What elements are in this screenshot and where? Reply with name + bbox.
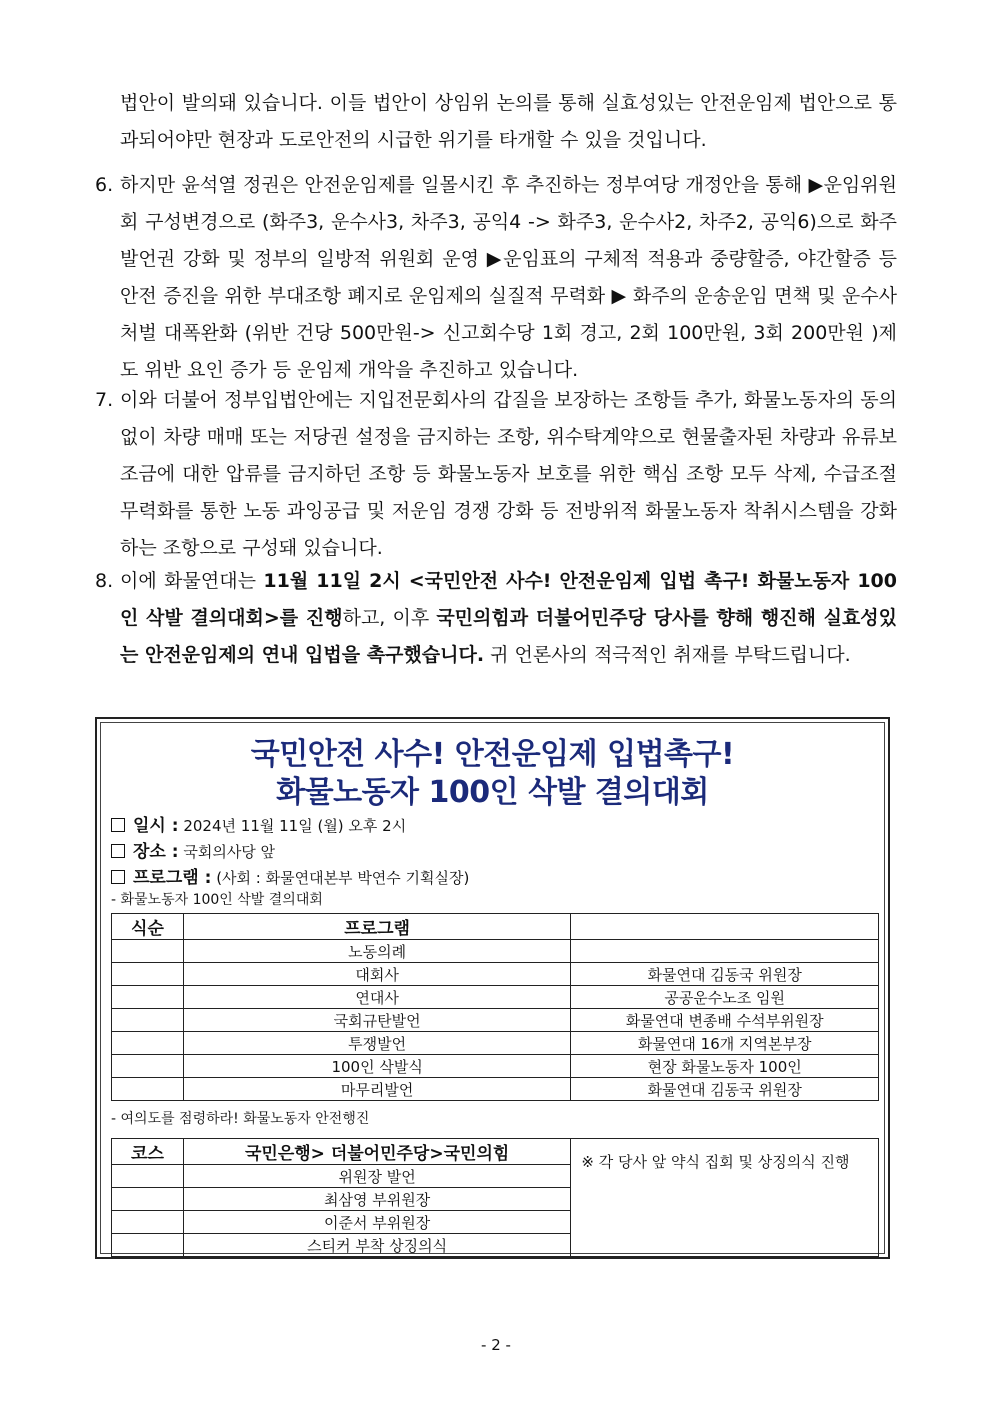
paragraph-number: 6. (95, 174, 114, 196)
table-cell: 연대사 (183, 986, 570, 1009)
event-program (111, 863, 469, 888)
table-row (112, 1078, 879, 1101)
paragraph-text: 이와 더불어 정부입법안에는 지입전문회사의 갑질을 보장하는 조항들 추가, 화물노동자의 동의없이 차량 매매 또는 저당권 설정을 금지하는 조항, 위수탁계약으로 현물출자된 차량과 유류보조금에 대한 압류를 금지하던 조항 등 화물노동자 보호를 위한 핵심 조항 모두 삭제, 수급조절 무력화를 통한 노동 과잉공급 및 저운임 경쟁 강화 등 전방위적 화물노동자 착취시스템을 강화하는 조항으로 구성돼 있습니다. (120, 389, 897, 559)
table-cell: 화물연대 김동국 위원장 (571, 1078, 879, 1101)
table-row (112, 963, 879, 986)
table-cell (112, 1078, 184, 1101)
table-cell: 국회규탄발언 (183, 1009, 570, 1032)
table-header-cell (571, 914, 879, 940)
table-cell (112, 986, 184, 1009)
table-row (112, 1055, 879, 1078)
event-title-line-1: 국민안전 사수! 안전운임제 입법촉구! (250, 737, 735, 772)
paragraph-5-continuation (120, 85, 897, 159)
table-cell (112, 963, 184, 986)
table-cell: 화물연대 김동국 위원장 (571, 963, 879, 986)
table-cell: 스티커 부착 상징의식 (183, 1234, 570, 1257)
text-segment: 귀 언론사의 적극적인 취재를 부탁드립니다. (484, 644, 851, 666)
bold-segment: 11월 11일 2시 <국민안전 사수! 안전운임제 입법 촉구! 화물노동자 100인 삭발 결의대회>를 진행 (120, 570, 897, 629)
paragraph-7 (95, 382, 897, 567)
checkbox-icon (111, 844, 125, 858)
table-cell: 노동의례 (183, 940, 570, 963)
table-row (112, 986, 879, 1009)
text-segment: 하고, 이후 (342, 607, 437, 629)
paragraph-number: 7. (95, 389, 114, 411)
text-segment: 이에 화물연대는 (120, 570, 264, 592)
event-info-inner (100, 722, 885, 1254)
page-number: - 2 - (481, 1336, 511, 1354)
paragraph-text (120, 563, 897, 674)
table-cell (571, 940, 879, 963)
checkbox-icon (111, 870, 125, 884)
table-header-cell: 코스 (112, 1139, 184, 1165)
event-title-line-2: 화물노동자 100인 삭발 결의대회 (276, 775, 709, 810)
program-table (111, 913, 879, 1101)
table-cell: 마무리발언 (183, 1078, 570, 1101)
table-cell (112, 1188, 184, 1211)
program-value: (사회 : 화물연대본부 박연수 기획실장) (216, 869, 470, 887)
table-cell (112, 1165, 184, 1188)
table-header-cell: 국민은행> 더불어민주당>국민의힘 (183, 1139, 570, 1165)
section-1-heading: - 화물노동자 100인 삭발 결의대회 (111, 892, 323, 908)
table-row (112, 1032, 879, 1055)
table-cell: 위원장 발언 (183, 1165, 570, 1188)
table-header-row (112, 914, 879, 940)
place-label: 장소 : (133, 842, 179, 862)
table-cell: 최삼영 부위원장 (183, 1188, 570, 1211)
table-header-row (112, 1139, 879, 1165)
place-value: 국회의사당 앞 (183, 843, 276, 861)
table-row (112, 1009, 879, 1032)
table-cell: 화물연대 변종배 수석부위원장 (571, 1009, 879, 1032)
bold-segment: 국민의힘과 더불어민주당 당사를 향해 행진해 실효성있는 안전운임제의 연내 입법을 촉구했습니다. (120, 607, 898, 666)
program-label: 프로그램 : (133, 868, 212, 888)
paragraph-6 (95, 167, 897, 389)
march-note: ※ 각 당사 앞 약식 집회 및 상징의식 진행 (571, 1139, 879, 1257)
table-cell (112, 940, 184, 963)
table-cell: 공공운수노조 임원 (571, 986, 879, 1009)
section-2-heading: - 여의도를 점령하라! 화물노동자 안전행진 (111, 1111, 370, 1127)
table-row (112, 940, 879, 963)
date-label: 일시 : (133, 816, 179, 836)
table-cell: 대회사 (183, 963, 570, 986)
table-cell (112, 1055, 184, 1078)
table-cell: 이준서 부위원장 (183, 1211, 570, 1234)
table-cell (112, 1009, 184, 1032)
paragraph-number: 8. (95, 570, 114, 592)
table-header-cell: 식순 (112, 914, 184, 940)
march-table (111, 1138, 879, 1257)
table-cell (112, 1234, 184, 1257)
table-cell: 현장 화물노동자 100인 (571, 1055, 879, 1078)
paragraph-text: 법안이 발의돼 있습니다. 이들 법안이 상임위 논의를 통해 실효성있는 안전운임제 법안으로 통과되어야만 현장과 도로안전의 시급한 위기를 타개할 수 있을 것입니다. (120, 92, 897, 151)
table-header-cell: 프로그램 (183, 914, 570, 940)
table-cell: 화물연대 16개 지역본부장 (571, 1032, 879, 1055)
event-info-box (95, 717, 890, 1259)
table-cell (112, 1211, 184, 1234)
date-value: 2024년 11월 11일 (월) 오후 2시 (183, 817, 407, 835)
paragraph-8 (95, 563, 897, 674)
table-cell (112, 1032, 184, 1055)
checkbox-icon (111, 818, 125, 832)
event-place (111, 837, 275, 862)
event-date (111, 811, 406, 836)
paragraph-text: 하지만 윤석열 정권은 안전운임제를 일몰시킨 후 추진하는 정부여당 개정안을 통해 ▶운임위원회 구성변경으로 (화주3, 운수사3, 차주3, 공익4 -> 화주3, 운수사2, 차주2, 공익6)으로 화주 발언권 강화 및 정부의 일방적 위원회 운영 ▶운임표의 구체적 적용과 중량할증, 야간할증 등 안전 증진을 위한 부대조항 폐지로 운임제의 실질적 무력화 ▶ 화주의 운송운임 면책 및 운수사 처벌 대폭완화 (위반 건당 500만원-> 신고회수당 1회 경고, 2회 100만원, 3회 200만원 )제도 위반 요인 증가 등 운임제 개악을 추진하고 있습니다. (120, 174, 897, 381)
table-cell: 100인 삭발식 (183, 1055, 570, 1078)
table-cell: 투쟁발언 (183, 1032, 570, 1055)
